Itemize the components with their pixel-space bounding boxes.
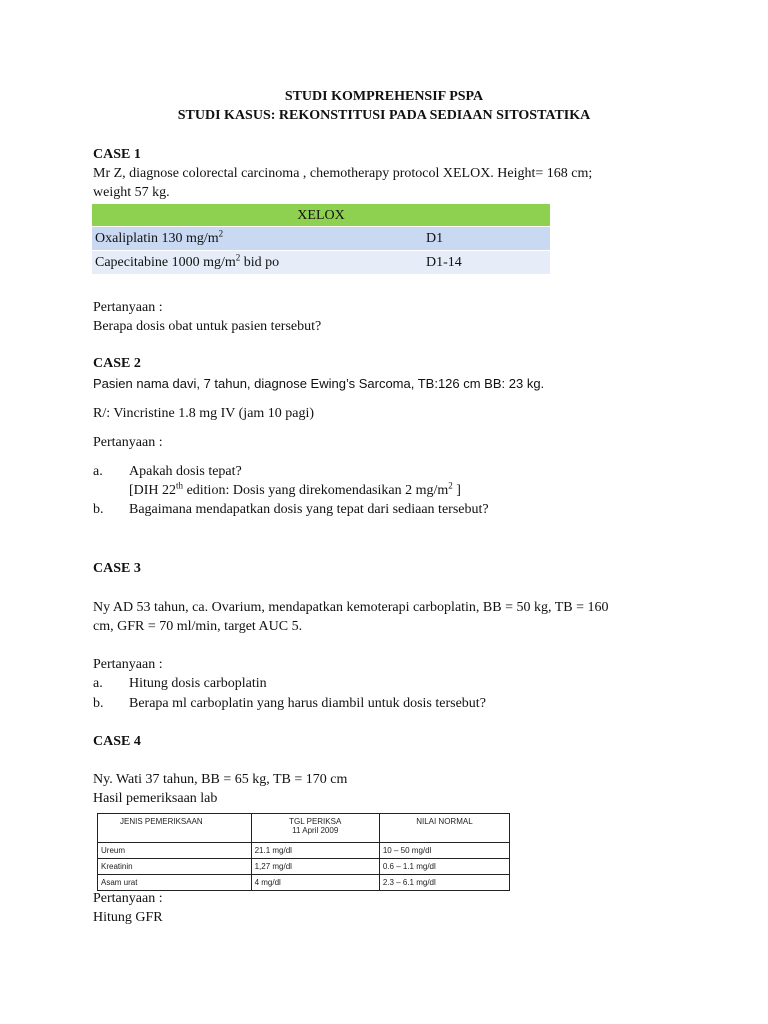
case1-question-label: Pertanyaan : (93, 300, 163, 315)
note-sup-2: 2 (448, 480, 453, 491)
lab-test-name: Kreatinin (98, 859, 252, 875)
case4-question-label: Pertanyaan : (93, 891, 163, 906)
list-item-text: Hitung dosis carboplatin (129, 676, 267, 691)
drug-name: Oxaliplatin 130 mg/m (95, 231, 219, 246)
case3-question-label: Pertanyaan : (93, 657, 163, 672)
list-item-label: b. (93, 502, 104, 517)
drug-unit-sup: 2 (218, 228, 224, 239)
list-item-text: Berapa ml carboplatin yang harus diambil untuk dosis tersebut? (129, 696, 486, 711)
drug-name: Capecitabine 1000 mg/m (95, 255, 236, 270)
list-item-label: a. (93, 676, 103, 691)
xelox-table-header-row (92, 204, 550, 227)
note-sup-th: th (176, 480, 184, 491)
lab-test-normal: 10 – 50 mg/dl (379, 843, 509, 859)
note-middle: edition: Dosis yang direkomendasikan 2 mg/m (183, 483, 449, 498)
lab-test-normal: 0.6 – 1.1 mg/dl (379, 859, 509, 875)
list-item-text: Bagaimana mendapatkan dosis yang tepat dari sediaan tersebut? (129, 502, 489, 517)
case3-text-line1: Ny AD 53 tahun, ca. Ovarium, mendapatkan kemoterapi carboplatin, BB = 50 kg, TB = 160 (93, 600, 609, 615)
case3-text-line2: cm, GFR = 70 ml/min, target AUC 5. (93, 619, 303, 634)
lab-test-name: Asam urat (98, 875, 252, 891)
note-prefix: [DIH 22 (129, 483, 177, 498)
document-subtitle: STUDI KASUS: REKONSTITUSI PADA SEDIAAN SITOSTATIKA (177, 108, 591, 123)
lab-test-name: Ureum (98, 843, 252, 859)
case2-heading: CASE 2 (93, 356, 141, 371)
drug-extra: bid po (240, 255, 280, 270)
case4-text-line2: Hasil pemeriksaan lab (93, 791, 218, 806)
case1-text-line2: weight 57 kg. (93, 185, 170, 200)
xelox-table (92, 204, 550, 274)
table-row (98, 843, 510, 859)
document-title: STUDI KOMPREHENSIF PSPA (284, 89, 484, 104)
lab-table-header-row (98, 814, 510, 843)
table-row (98, 859, 510, 875)
list-item-label: b. (93, 696, 104, 711)
lab-header-date-value: 11 April 2009 (292, 826, 339, 835)
dih-reference-note (129, 482, 461, 499)
day-cell: D1-14 (423, 251, 550, 275)
lab-header-date-label: TGL PERIKSA (289, 817, 342, 826)
case1-text-line1: Mr Z, diagnose colorectal carcinoma , chemotherapy protocol XELOX. Height= 168 cm; (93, 166, 593, 181)
table-row (98, 875, 510, 891)
case3-heading: CASE 3 (93, 561, 141, 576)
lab-test-result: 21.1 mg/dl (251, 843, 379, 859)
case1-heading: CASE 1 (93, 147, 141, 162)
lab-test-normal: 2.3 – 6.1 mg/dl (379, 875, 509, 891)
table-row (92, 251, 550, 275)
table-row (92, 227, 550, 251)
case2-text: Pasien nama davi, 7 tahun, diagnose Ewing’s Sarcoma, TB:126 cm BB: 23 kg. (93, 376, 545, 391)
case4-heading: CASE 4 (93, 734, 141, 749)
lab-header-test: JENIS PEMERIKSAAN (98, 814, 252, 843)
case4-question: Hitung GFR (93, 910, 163, 925)
drug-unit-sup: 2 (235, 252, 241, 263)
lab-test-result: 1,27 mg/dl (251, 859, 379, 875)
day-cell: D1 (423, 227, 550, 251)
drug-cell (92, 227, 423, 251)
case4-text-line1: Ny. Wati 37 tahun, BB = 65 kg, TB = 170 cm (93, 772, 348, 787)
list-item-text: Apakah dosis tepat? (129, 464, 242, 479)
list-item-label: a. (93, 464, 103, 479)
case2-question-label: Pertanyaan : (93, 435, 163, 450)
case2-prescription: R/: Vincristine 1.8 mg IV (jam 10 pagi) (93, 406, 315, 421)
case1-question: Berapa dosis obat untuk pasien tersebut? (93, 319, 322, 334)
lab-results-table (97, 813, 510, 891)
lab-test-result: 4 mg/dl (251, 875, 379, 891)
lab-header-date (251, 814, 379, 843)
xelox-table-header: XELOX (92, 204, 550, 227)
drug-cell (92, 251, 423, 275)
lab-header-normal: NILAI NORMAL (379, 814, 509, 843)
note-suffix: ] (452, 483, 461, 498)
